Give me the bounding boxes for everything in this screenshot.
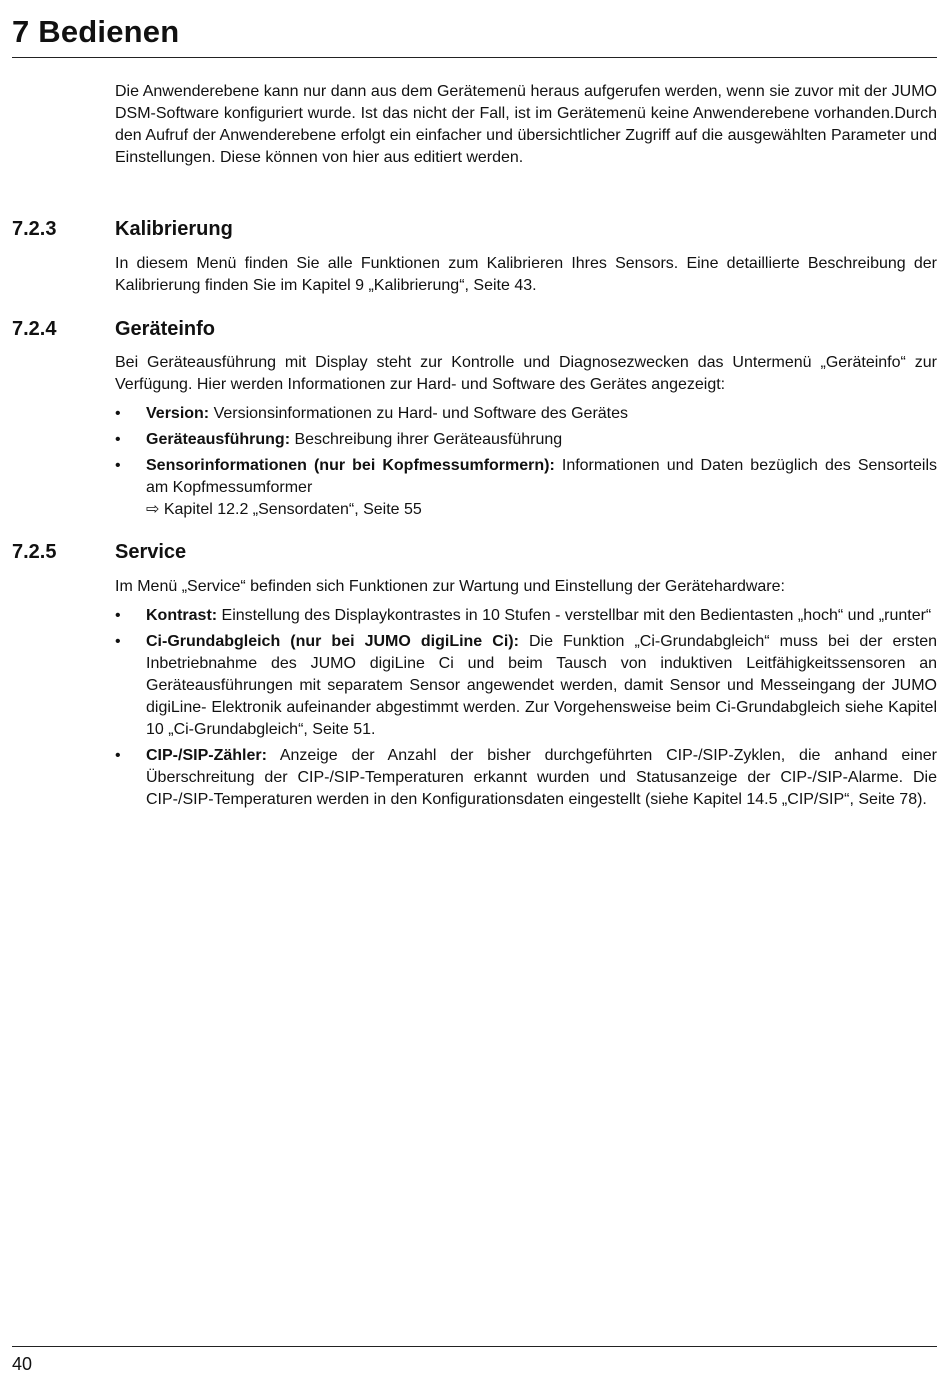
cross-reference-text: Kapitel 12.2 „Sensordaten“, Seite 55 xyxy=(159,501,422,518)
list-item xyxy=(115,605,937,627)
kalibrierung-paragraph: In diesem Menü finden Sie alle Funktionen zum Kalibrieren Ihres Sensors. Eine detaillierte Beschreibung der Kalibrierung finden Sie im Kapitel 9 „Kalibrierung“, Seite 43. xyxy=(115,255,937,294)
item-text: Anzeige der Anzahl der bisher durchgeführten CIP-/SIP-Zyklen, die anhand einer Überschreitung der CIP-/SIP-Temperaturen erkannt wurden und Statusanzeige der CIP-/SIP-Alarme. Die CIP-/SIP-Temperaturen werden in den Konfigurationsdaten eingestellt (siehe Kapitel 14.5 „CIP/SIP“, Seite 78). xyxy=(146,747,937,808)
service-list xyxy=(115,605,937,815)
section-title-kalibrierung: Kalibrierung xyxy=(115,218,233,240)
list-item xyxy=(115,429,937,451)
intro-paragraph: Die Anwenderebene kann nur dann aus dem Gerätemenü heraus aufgerufen werden, wenn sie zuvor mit der JUMO DSM-Software konfiguriert wurde. Ist das nicht der Fall, ist im Gerätemenü keine Anwenderebene vorhanden.Durch den Aufruf der Anwenderebene erfolgt ein einfacher und übersichtlicher Zugriff auf die ausgewählten Parameter und Einstellungen. Diese können von hier aus editiert werden. xyxy=(115,83,937,166)
item-text: Versionsinformationen zu Hard- und Software des Gerätes xyxy=(209,405,629,422)
section-number-7-2-4: 7.2.4 xyxy=(12,318,57,340)
item-term: Geräteausführung: xyxy=(146,431,291,448)
item-text: Informationen und Daten bezüglich des Sensorteils am Kopfmessumformer xyxy=(146,457,937,496)
section-title-service: Service xyxy=(115,541,187,563)
item-text: Beschreibung ihrer Geräteausführung xyxy=(290,431,563,448)
item-term: CIP-/SIP-Zähler: xyxy=(146,747,267,764)
bullet-symbol: • xyxy=(115,405,121,422)
section-title-geraeteinfo: Geräteinfo xyxy=(115,318,216,340)
item-term: Sensorinformationen (nur bei Kopfmessumformern): xyxy=(146,457,555,474)
list-item xyxy=(115,631,937,741)
geraeteinfo-paragraph: Bei Geräteausführung mit Display steht zur Kontrolle und Diagnosezwecken das Untermenü „Geräteinfo“ zur Verfügung. Hier werden Informationen zur Hard- und Software des Gerätes angezeigt: xyxy=(115,354,937,393)
page-number: 40 xyxy=(12,1354,33,1374)
item-term: Kontrast: xyxy=(146,607,218,624)
bullet-symbol: • xyxy=(115,457,121,474)
list-item xyxy=(115,455,937,521)
cross-reference xyxy=(146,499,937,521)
item-text: Die Funktion „Ci-Grundabgleich“ muss bei der ersten Inbetriebnahme des JUMO digiLine Ci und beim Tausch von induktiven Leitfähigkeitssensoren an Geräteausführungen mit separatem Sensor angewendet werden, damit Sensor und Messeingang der JUMO digiLine- Elektronik aufeinander abgestimmt werden. Zur Vorgehensweise beim Ci-Grundabgleich siehe Kapitel 10 „Ci-Grundabgleich“, Seite 51. xyxy=(146,633,937,738)
item-term: Version: xyxy=(146,405,210,422)
list-item xyxy=(115,745,937,811)
item-text: Einstellung des Displaykontrastes in 10 Stufen - verstellbar mit den Bedientasten „hoch“ und „runter“ xyxy=(217,607,932,624)
bullet-symbol: • xyxy=(115,607,121,624)
bullet-symbol: • xyxy=(115,747,121,764)
arrow-right-icon: ⇨ xyxy=(146,501,160,518)
footer-rule xyxy=(12,1346,937,1347)
geraeteinfo-list xyxy=(115,403,937,525)
chapter-title: 7 Bedienen xyxy=(12,14,180,49)
bullet-symbol: • xyxy=(115,431,121,448)
item-term: Ci-Grundabgleich (nur bei JUMO digiLine Ci): xyxy=(146,633,519,650)
section-number-7-2-5: 7.2.5 xyxy=(12,541,57,563)
section-number-7-2-3: 7.2.3 xyxy=(12,218,57,240)
service-paragraph: Im Menü „Service“ befinden sich Funktionen zur Wartung und Einstellung der Gerätehardware: xyxy=(115,578,785,595)
bullet-symbol: • xyxy=(115,633,121,650)
list-item xyxy=(115,403,937,425)
header-rule xyxy=(12,57,937,58)
